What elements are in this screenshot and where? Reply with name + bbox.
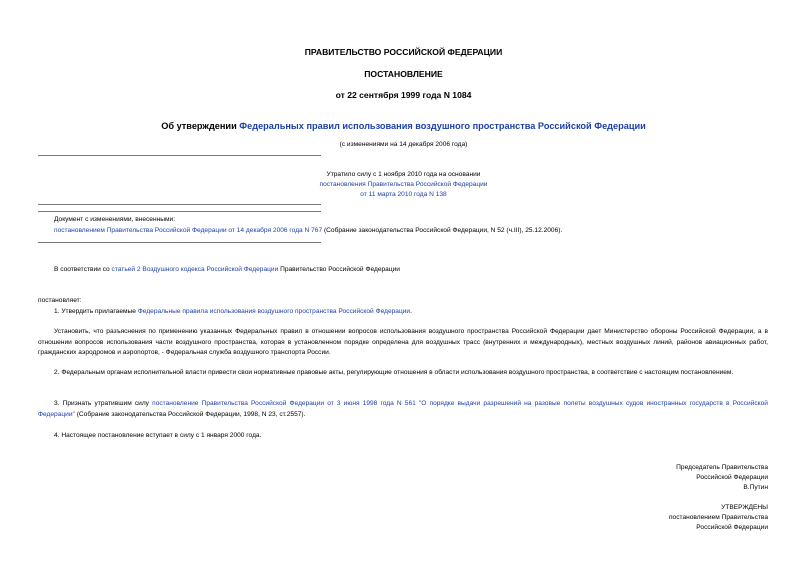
preamble-text-end: Правительство Российской Федерации: [278, 266, 400, 273]
item-1-end: .: [410, 308, 412, 315]
document-type: ПОСТАНОВЛЕНИЕ: [364, 69, 443, 79]
item-3: [38, 399, 768, 420]
document-title: [0, 121, 807, 131]
expired-link-1[interactable]: постановления Правительства Российской Федерации: [319, 181, 488, 188]
item-1: [54, 307, 412, 318]
item-3-text: 3. Признать утратившим силу: [54, 400, 153, 407]
divider: [38, 242, 321, 243]
resolves-text: постановляет:: [38, 297, 82, 304]
title-prefix: Об утверждении: [161, 121, 240, 131]
expired-link-2[interactable]: от 11 марта 2010 года N 138: [360, 191, 447, 198]
expired-line: Утратило силу с 1 ноября 2010 года на основании: [326, 171, 481, 178]
divider: [38, 211, 321, 212]
amendments-tail: (Собрание законодательства Российской Федерации, N 52 (ч.III), 25.12.2006).: [322, 227, 563, 234]
government-heading: ПРАВИТЕЛЬСТВО РОССИЙСКОЙ ФЕДЕРАЦИИ: [304, 47, 503, 57]
document-date-number: от 22 сентября 1999 года N 1084: [335, 90, 472, 100]
divider: [38, 155, 321, 156]
approved-heading: УТВЕРЖДЕНЫ: [721, 504, 768, 511]
amendments-link[interactable]: постановлением Правительства Российской Федерации от 14 декабря 2006 года N 767: [54, 227, 323, 234]
item-1-paragraph-2: Установить, что разъяснения по применению указанных Федеральных правил в отношении вопросов использования воздушного пространства Российской Федерации дает Министерство обороны Российской Федерации, а в отношении вопросов использования части воздушного пространства, которая в установленном порядке определена для воздушных трасс (внутренних и международных), местных воздушных линий, районов авиационных работ, гражданских аэродромов и аэропортов, - Федеральная служба воздушного транспорта России.: [38, 328, 768, 356]
signature-country: Российской Федерации: [696, 474, 768, 481]
item-2: 2. Федеральным органам исполнительной власти привести свои нормативные правовые акты, регулирующие отношения в области использования воздушного пространства, в соответствие с настоящим постановлением.: [54, 369, 734, 376]
signature-name: В.Путин: [743, 484, 768, 491]
item-1-link[interactable]: Федеральные правила использования воздушного пространства Российской Федерации: [137, 308, 411, 315]
approved-by: постановлением Правительства: [668, 514, 768, 521]
preamble-link[interactable]: статьей 2 Воздушного кодекса Российской Федерации: [111, 266, 279, 273]
amended-note: (с изменениями на 14 декабря 2006 года): [339, 141, 468, 148]
signature-title: Председатель Правительства: [676, 464, 768, 471]
preamble: [54, 265, 400, 276]
item-3-end: (Собрание законодательства Российской Федерации, 1998, N 23, ст.2557).: [74, 410, 306, 418]
item-3-link[interactable]: постановление Правительства Российской Федерации от 3 июня 1998 года N 561 "О порядке выдачи разрешений на разовые полеты воздушных судов иностранных государств в Российской Федерации": [38, 400, 768, 418]
divider: [38, 204, 321, 205]
item-1-text: 1. Утвердить прилагаемые: [54, 308, 138, 315]
preamble-text: В соответствии со: [54, 266, 112, 273]
amendments-label: Документ с изменениями, внесенными:: [54, 216, 176, 223]
item-4: 4. Настоящее постановление вступает в силу с 1 января 2000 года.: [54, 432, 262, 439]
amendments-line: [54, 226, 562, 236]
title-link[interactable]: Федеральных правил использования воздушного пространства Российской Федерации: [239, 121, 646, 131]
approved-country: Российской Федерации: [696, 524, 768, 531]
